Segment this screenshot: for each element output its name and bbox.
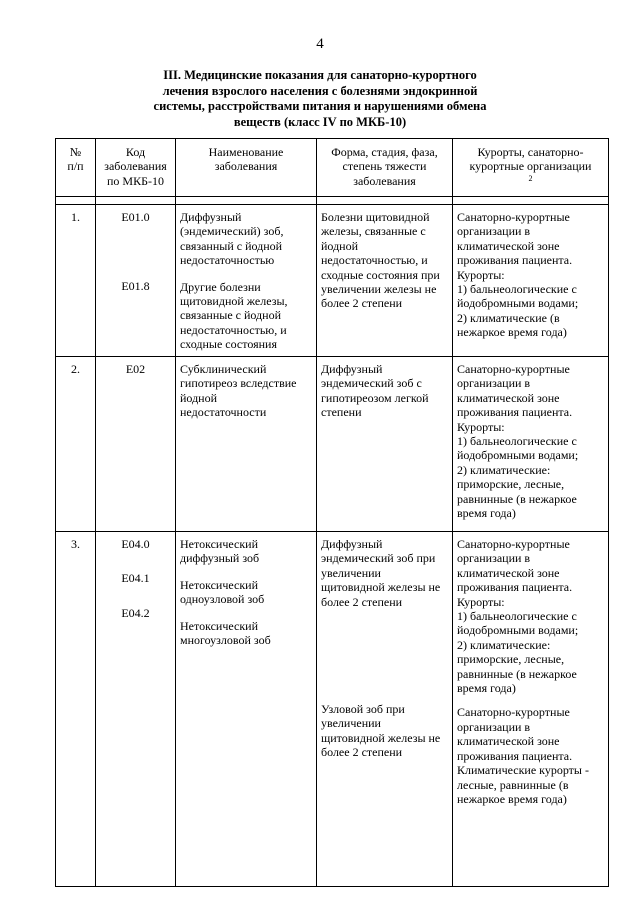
header-text: заболевания: [104, 159, 167, 174]
title-line: III. Медицинские показания для санаторно-курортного: [163, 68, 477, 82]
title-line: лечения взрослого населения с болезнями эндокринной: [162, 83, 478, 98]
header-text: Курорты, санаторно-: [477, 145, 584, 159]
resorts-line: Санаторно-курортные: [457, 210, 570, 224]
resorts-line: организации в: [457, 376, 531, 391]
disease-line: многоузловой зоб: [180, 633, 271, 648]
header-text: курортные организации: [469, 159, 592, 174]
resorts-line: йодобромными водами;: [457, 296, 579, 311]
row-num: 1.: [71, 210, 80, 224]
disease-line: недостаточности: [180, 405, 267, 420]
resorts-line: Санаторно-курортные: [457, 362, 570, 376]
header-text: Форма, стадия, фаза,: [331, 145, 438, 159]
header-text: Наименование: [208, 145, 284, 159]
resorts-line: Курорты:: [457, 267, 505, 282]
disease-line: связанные с йодной: [180, 308, 282, 323]
disease-cell: [176, 357, 317, 532]
resorts-line: организации в: [457, 719, 531, 734]
form-line: увеличении железы не: [321, 282, 437, 297]
header-text: п/п: [67, 159, 84, 174]
resorts-line: 2) климатические:: [457, 637, 551, 652]
resorts-cell: [453, 205, 609, 357]
page-number: 4: [316, 36, 324, 52]
header-text: Код: [125, 145, 146, 159]
header-num: [56, 139, 96, 197]
row-num: 2.: [71, 362, 80, 376]
resorts-line: проживания пациента.: [457, 405, 573, 420]
resorts-line: приморские, лесные,: [457, 477, 565, 492]
form-line: Диффузный: [321, 537, 383, 551]
resorts-line: 1) бальнеологические с: [457, 609, 577, 624]
disease-cell: [176, 205, 317, 357]
indications-table: [55, 138, 609, 887]
resorts-line: равнинные (в нежаркое: [457, 491, 577, 506]
resorts-line: Санаторно-курортные: [457, 537, 570, 551]
resorts-line: лесные, равнинные (в: [457, 777, 569, 792]
row-num-cell: [56, 532, 96, 887]
form-line: недостаточностью, и: [321, 253, 428, 268]
disease-line: Нетоксический: [180, 537, 259, 551]
title-line: системы, расстройствами питания и нарушениями обмена: [153, 99, 487, 113]
resorts-cell: [453, 532, 609, 887]
resorts-line: 1) бальнеологические с: [457, 434, 577, 449]
resorts-line: Санаторно-курортные: [457, 705, 570, 720]
footnote-marker: 2: [528, 173, 533, 183]
disease-line: сходные состояния: [180, 337, 277, 352]
resorts-line: нежаркое время года): [457, 325, 567, 340]
disease-line: недостаточностью, и: [180, 322, 287, 337]
disease-cell: [176, 532, 317, 887]
row-num-cell: [56, 205, 96, 357]
form-line: Болезни щитовидной: [321, 210, 430, 224]
disease-line: гипотиреоз вследствие: [180, 376, 297, 391]
resorts-line: 1) бальнеологические с: [457, 282, 577, 297]
resorts-line: организации в: [457, 224, 531, 239]
section-title: [110, 68, 530, 130]
header-name: [176, 139, 317, 197]
icd-code: E04.0: [121, 537, 150, 551]
resorts-line: время года): [457, 681, 516, 696]
disease-line: недостаточностью: [180, 253, 275, 268]
form-line: йодной: [321, 238, 359, 253]
header-resorts: [453, 139, 609, 197]
icd-code: E04.2: [121, 605, 150, 620]
table-row: [56, 357, 609, 532]
resorts-line: климатической зоне: [457, 390, 560, 405]
header-text: [457, 159, 604, 188]
table-header-row: [56, 139, 609, 197]
disease-line: Нетоксический: [180, 618, 259, 633]
disease-line: связанный с йодной: [180, 238, 283, 253]
resorts-line: 2) климатические:: [457, 462, 551, 477]
form-line: эндемический зоб при: [321, 551, 436, 566]
header-text: №: [69, 145, 82, 159]
row-num-cell: [56, 357, 96, 532]
resorts-line: йодобромными водами;: [457, 448, 579, 463]
disease-line: йодной: [180, 390, 218, 405]
icd-code: E04.1: [121, 571, 150, 586]
resorts-line: время года): [457, 506, 516, 521]
form-line: эндемический зоб с: [321, 376, 422, 391]
resorts-line: нежаркое время года): [457, 791, 567, 806]
disease-line: Диффузный: [180, 210, 242, 224]
disease-line: одноузловой зоб: [180, 592, 265, 607]
disease-line: Субклинический: [180, 362, 267, 376]
form-line: железы, связанные с: [321, 224, 426, 239]
disease-line: Другие болезни: [180, 279, 261, 294]
row-num: 3.: [71, 537, 80, 551]
table-row: [56, 532, 609, 887]
resorts-line: 2) климатические (в: [457, 310, 560, 325]
form-line: щитовидной железы не: [321, 580, 441, 595]
form-cell: [317, 532, 453, 887]
resorts-line: организации в: [457, 551, 531, 566]
form-line: Узловой зоб при: [321, 702, 405, 717]
form-line: щитовидной железы не: [321, 730, 441, 745]
resorts-line: проживания пациента.: [457, 748, 573, 763]
form-line: сходные состояния при: [321, 267, 440, 282]
header-code: [96, 139, 176, 197]
form-line: увеличении: [321, 716, 381, 731]
header-text: степень тяжести: [342, 159, 427, 174]
form-line: гипотиреозом легкой: [321, 390, 429, 405]
form-line: степени: [321, 405, 362, 420]
resorts-line: Курорты:: [457, 419, 505, 434]
icd-code: E02: [125, 362, 146, 376]
resorts-line: Курорты:: [457, 594, 505, 609]
disease-line: Нетоксический: [180, 577, 259, 592]
resorts-line: йодобромными водами;: [457, 623, 579, 638]
form-cell: [317, 205, 453, 357]
icd-code: E01.0: [121, 210, 150, 224]
header-form: [317, 139, 453, 197]
resorts-line: климатической зоне: [457, 565, 560, 580]
form-line: более 2 степени: [321, 745, 403, 760]
icd-code: E01.8: [121, 279, 150, 294]
form-line: более 2 степени: [321, 594, 403, 609]
form-line: увеличении: [321, 565, 381, 580]
table-row: [56, 205, 609, 357]
resorts-line: равнинные (в нежаркое: [457, 666, 577, 681]
code-cell: [96, 357, 176, 532]
form-line: Диффузный: [321, 362, 383, 376]
resorts-line: приморские, лесные,: [457, 652, 565, 667]
code-cell: [96, 205, 176, 357]
title-line: веществ (класс IV по МКБ-10): [233, 114, 407, 129]
form-cell: [317, 357, 453, 532]
resorts-line: климатической зоне: [457, 238, 560, 253]
resorts-line: Климатические курорты -: [457, 763, 589, 778]
disease-line: диффузный зоб: [180, 551, 260, 566]
form-line: более 2 степени: [321, 296, 403, 311]
disease-line: щитовидной железы,: [180, 294, 288, 309]
header-text: по МКБ-10: [107, 173, 164, 188]
resorts-cell: [453, 357, 609, 532]
resorts-line: проживания пациента.: [457, 253, 573, 268]
header-text: заболевания: [353, 173, 416, 188]
header-text: заболевания: [214, 159, 278, 174]
resorts-line: проживания пациента.: [457, 580, 573, 595]
code-cell: [96, 532, 176, 887]
resorts-line: климатической зоне: [457, 734, 560, 749]
disease-line: (эндемический) зоб,: [180, 224, 284, 239]
